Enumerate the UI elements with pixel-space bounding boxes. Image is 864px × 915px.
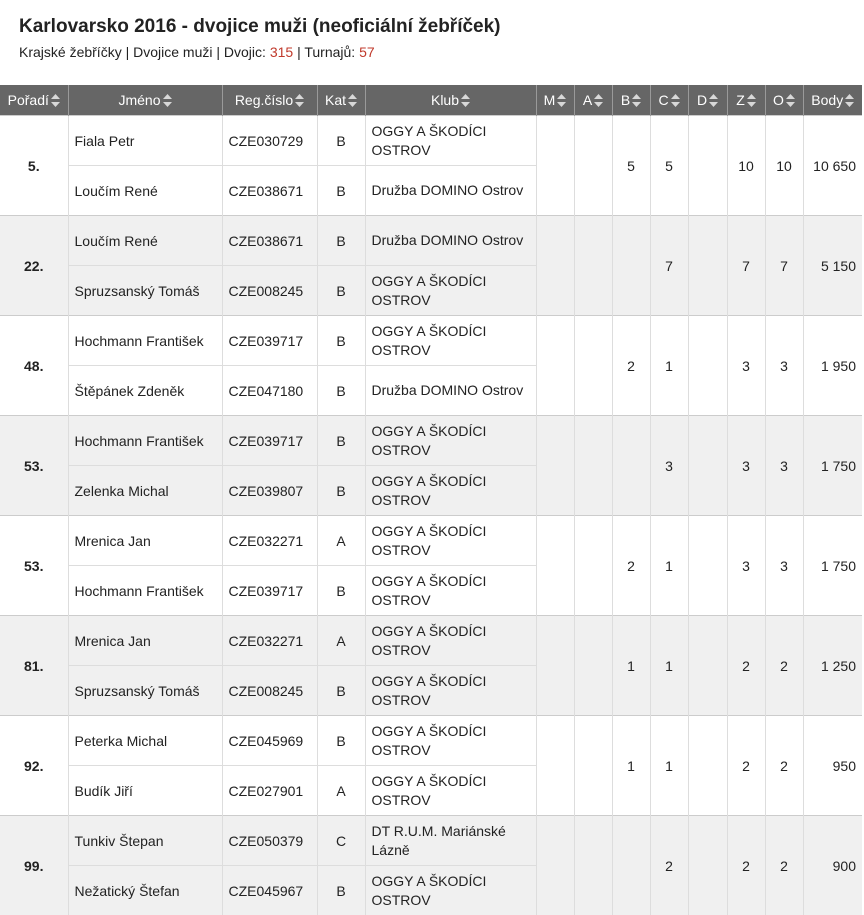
player-reg-number: CZE050379 [222, 816, 317, 866]
rank-cell: 92. [0, 716, 68, 816]
stat-d [688, 216, 727, 316]
stat-z: 2 [727, 716, 765, 816]
column-header-name[interactable] [68, 85, 222, 116]
column-header-z[interactable] [727, 85, 765, 116]
stat-z: 2 [727, 616, 765, 716]
table-row [0, 816, 862, 866]
table-row [0, 716, 862, 766]
stat-b: 5 [612, 116, 650, 216]
column-header-m[interactable] [536, 85, 574, 116]
player-category: B [317, 666, 365, 716]
sort-arrows-icon [51, 94, 60, 107]
stat-m [536, 616, 574, 716]
stat-o: 2 [765, 616, 803, 716]
stat-b: 2 [612, 516, 650, 616]
rank-cell: 48. [0, 316, 68, 416]
stat-m [536, 516, 574, 616]
rank-cell: 53. [0, 516, 68, 616]
stat-z: 10 [727, 116, 765, 216]
player-club: OGGY A ŠKODÍCI OSTROV [365, 466, 536, 516]
stat-o: 7 [765, 216, 803, 316]
table-body [0, 116, 862, 915]
player-club: OGGY A ŠKODÍCI OSTROV [365, 716, 536, 766]
stat-o: 2 [765, 716, 803, 816]
table-row [0, 316, 862, 366]
sort-arrows-icon [709, 94, 718, 107]
player-category: B [317, 116, 365, 166]
stat-b [612, 416, 650, 516]
sort-arrows-icon [557, 94, 566, 107]
points-cell: 5 150 [803, 216, 862, 316]
stat-c: 2 [650, 816, 688, 915]
points-cell: 10 650 [803, 116, 862, 216]
column-header-reg[interactable] [222, 85, 317, 116]
player-name: Peterka Michal [68, 716, 222, 766]
sort-arrows-icon [747, 94, 756, 107]
stat-b [612, 216, 650, 316]
stat-d [688, 816, 727, 915]
player-name: Spruzsanský Tomáš [68, 266, 222, 316]
turnaju-count: 57 [359, 44, 375, 60]
stat-z: 3 [727, 516, 765, 616]
column-header-label: D [697, 92, 707, 108]
stat-c: 1 [650, 716, 688, 816]
page-title: Karlovarsko 2016 - dvojice muži (neoficiální žebříček) [19, 14, 864, 40]
table-row [0, 416, 862, 466]
player-reg-number: CZE027901 [222, 766, 317, 816]
player-category: A [317, 616, 365, 666]
player-reg-number: CZE032271 [222, 616, 317, 666]
stat-z: 3 [727, 416, 765, 516]
rank-cell: 5. [0, 116, 68, 216]
table-row [0, 516, 862, 566]
player-name: Budík Jiří [68, 766, 222, 816]
sort-arrows-icon [295, 94, 304, 107]
stat-z: 7 [727, 216, 765, 316]
stat-d [688, 416, 727, 516]
stat-c: 7 [650, 216, 688, 316]
points-cell: 1 250 [803, 616, 862, 716]
stat-a [574, 716, 612, 816]
table-row [0, 116, 862, 166]
column-header-label: Reg.číslo [235, 92, 293, 108]
stat-m [536, 416, 574, 516]
stat-m [536, 316, 574, 416]
player-name: Mrenica Jan [68, 516, 222, 566]
player-reg-number: CZE039717 [222, 416, 317, 466]
points-cell: 1 750 [803, 416, 862, 516]
column-header-label: Pořadí [8, 92, 49, 108]
column-header-label: Z [736, 92, 745, 108]
stat-o: 3 [765, 316, 803, 416]
sort-arrows-icon [786, 94, 795, 107]
stat-c: 3 [650, 416, 688, 516]
player-name: Loučím René [68, 216, 222, 266]
stat-m [536, 216, 574, 316]
column-header-label: Jméno [118, 92, 160, 108]
stat-m [536, 716, 574, 816]
column-header-label: A [583, 92, 592, 108]
player-club: OGGY A ŠKODÍCI OSTROV [365, 866, 536, 915]
breadcrumb [19, 41, 864, 63]
player-name: Mrenica Jan [68, 616, 222, 666]
player-club: Družba DOMINO Ostrov [365, 216, 536, 266]
breadcrumb-dvojice-muzi[interactable]: Dvojice muži [133, 44, 212, 60]
player-reg-number: CZE030729 [222, 116, 317, 166]
player-reg-number: CZE008245 [222, 266, 317, 316]
column-header-body[interactable] [803, 85, 862, 116]
column-header-label: Body [811, 92, 843, 108]
player-category: B [317, 866, 365, 915]
stat-z: 2 [727, 816, 765, 915]
stat-d [688, 516, 727, 616]
table-row [0, 216, 862, 266]
player-category: B [317, 416, 365, 466]
column-header-b[interactable] [612, 85, 650, 116]
column-header-label: O [773, 92, 784, 108]
stat-c: 5 [650, 116, 688, 216]
table-row [0, 616, 862, 666]
stat-b: 1 [612, 716, 650, 816]
column-header-label: C [658, 92, 668, 108]
player-category: B [317, 716, 365, 766]
player-name: Fiala Petr [68, 116, 222, 166]
player-category: B [317, 266, 365, 316]
player-name: Hochmann František [68, 416, 222, 466]
player-reg-number: CZE039807 [222, 466, 317, 516]
stat-a [574, 816, 612, 915]
player-reg-number: CZE039717 [222, 566, 317, 616]
sort-arrows-icon [594, 94, 603, 107]
ranking-table [0, 85, 862, 915]
column-header-label: M [544, 92, 556, 108]
player-category: B [317, 216, 365, 266]
player-category: C [317, 816, 365, 866]
stat-a [574, 516, 612, 616]
breadcrumb-krajske-zebricky[interactable]: Krajské žebříčky [19, 44, 122, 60]
player-reg-number: CZE045969 [222, 716, 317, 766]
points-cell: 950 [803, 716, 862, 816]
player-category: B [317, 566, 365, 616]
page-header [0, 0, 864, 71]
sort-arrows-icon [632, 94, 641, 107]
table-header-row [0, 85, 862, 116]
stat-d [688, 116, 727, 216]
stat-d [688, 616, 727, 716]
player-name: Loučím René [68, 166, 222, 216]
stat-b [612, 816, 650, 915]
dvojic-count: 315 [270, 44, 293, 60]
stat-o: 2 [765, 816, 803, 915]
player-reg-number: CZE038671 [222, 166, 317, 216]
stat-d [688, 316, 727, 416]
column-header-d[interactable] [688, 85, 727, 116]
stat-c: 1 [650, 616, 688, 716]
rank-cell: 99. [0, 816, 68, 915]
sort-arrows-icon [845, 94, 854, 107]
player-reg-number: CZE045967 [222, 866, 317, 915]
player-club: OGGY A ŠKODÍCI OSTROV [365, 516, 536, 566]
stat-z: 3 [727, 316, 765, 416]
points-cell: 1 750 [803, 516, 862, 616]
column-header-o[interactable] [765, 85, 803, 116]
player-name: Zelenka Michal [68, 466, 222, 516]
stat-a [574, 116, 612, 216]
stat-a [574, 216, 612, 316]
stat-o: 3 [765, 516, 803, 616]
player-category: A [317, 766, 365, 816]
stat-b: 2 [612, 316, 650, 416]
player-category: B [317, 166, 365, 216]
player-reg-number: CZE038671 [222, 216, 317, 266]
rank-cell: 22. [0, 216, 68, 316]
column-header-label: Kat [325, 92, 346, 108]
player-club: DT R.U.M. Mariánské Lázně [365, 816, 536, 866]
points-cell: 900 [803, 816, 862, 915]
player-name: Spruzsanský Tomáš [68, 666, 222, 716]
stat-o: 10 [765, 116, 803, 216]
player-club: Družba DOMINO Ostrov [365, 166, 536, 216]
stat-a [574, 416, 612, 516]
stat-a [574, 316, 612, 416]
player-reg-number: CZE032271 [222, 516, 317, 566]
column-header-a[interactable] [574, 85, 612, 116]
column-header-rank[interactable] [0, 85, 68, 116]
stat-m [536, 116, 574, 216]
player-name: Hochmann František [68, 566, 222, 616]
player-name: Hochmann František [68, 316, 222, 366]
player-club: OGGY A ŠKODÍCI OSTROV [365, 116, 536, 166]
stat-c: 1 [650, 316, 688, 416]
breadcrumb-separator: | [216, 44, 220, 60]
player-club: OGGY A ŠKODÍCI OSTROV [365, 316, 536, 366]
player-category: B [317, 466, 365, 516]
column-header-label: Klub [431, 92, 459, 108]
player-name: Štěpánek Zdeněk [68, 366, 222, 416]
player-club: OGGY A ŠKODÍCI OSTROV [365, 616, 536, 666]
player-club: OGGY A ŠKODÍCI OSTROV [365, 666, 536, 716]
player-club: Družba DOMINO Ostrov [365, 366, 536, 416]
sort-arrows-icon [348, 94, 357, 107]
player-club: OGGY A ŠKODÍCI OSTROV [365, 566, 536, 616]
player-club: OGGY A ŠKODÍCI OSTROV [365, 416, 536, 466]
column-header-label: B [621, 92, 630, 108]
player-category: A [317, 516, 365, 566]
player-name: Nežatický Štefan [68, 866, 222, 915]
points-cell: 1 950 [803, 316, 862, 416]
player-category: B [317, 366, 365, 416]
rank-cell: 53. [0, 416, 68, 516]
stat-o: 3 [765, 416, 803, 516]
stat-b: 1 [612, 616, 650, 716]
player-club: OGGY A ŠKODÍCI OSTROV [365, 766, 536, 816]
sort-arrows-icon [163, 94, 172, 107]
breadcrumb-separator: | [126, 44, 130, 60]
player-category: B [317, 316, 365, 366]
sort-arrows-icon [671, 94, 680, 107]
player-club: OGGY A ŠKODÍCI OSTROV [365, 266, 536, 316]
sort-arrows-icon [461, 94, 470, 107]
stat-m [536, 816, 574, 915]
column-header-klub[interactable] [365, 85, 536, 116]
player-name: Tunkiv Štepan [68, 816, 222, 866]
player-reg-number: CZE039717 [222, 316, 317, 366]
player-reg-number: CZE047180 [222, 366, 317, 416]
stat-c: 1 [650, 516, 688, 616]
rank-cell: 81. [0, 616, 68, 716]
column-header-c[interactable] [650, 85, 688, 116]
player-reg-number: CZE008245 [222, 666, 317, 716]
turnaju-label: Turnajů: [304, 44, 355, 60]
dvojic-label: Dvojic: [224, 44, 266, 60]
column-header-kat[interactable] [317, 85, 365, 116]
stat-a [574, 616, 612, 716]
breadcrumb-separator: | [297, 44, 301, 60]
stat-d [688, 716, 727, 816]
